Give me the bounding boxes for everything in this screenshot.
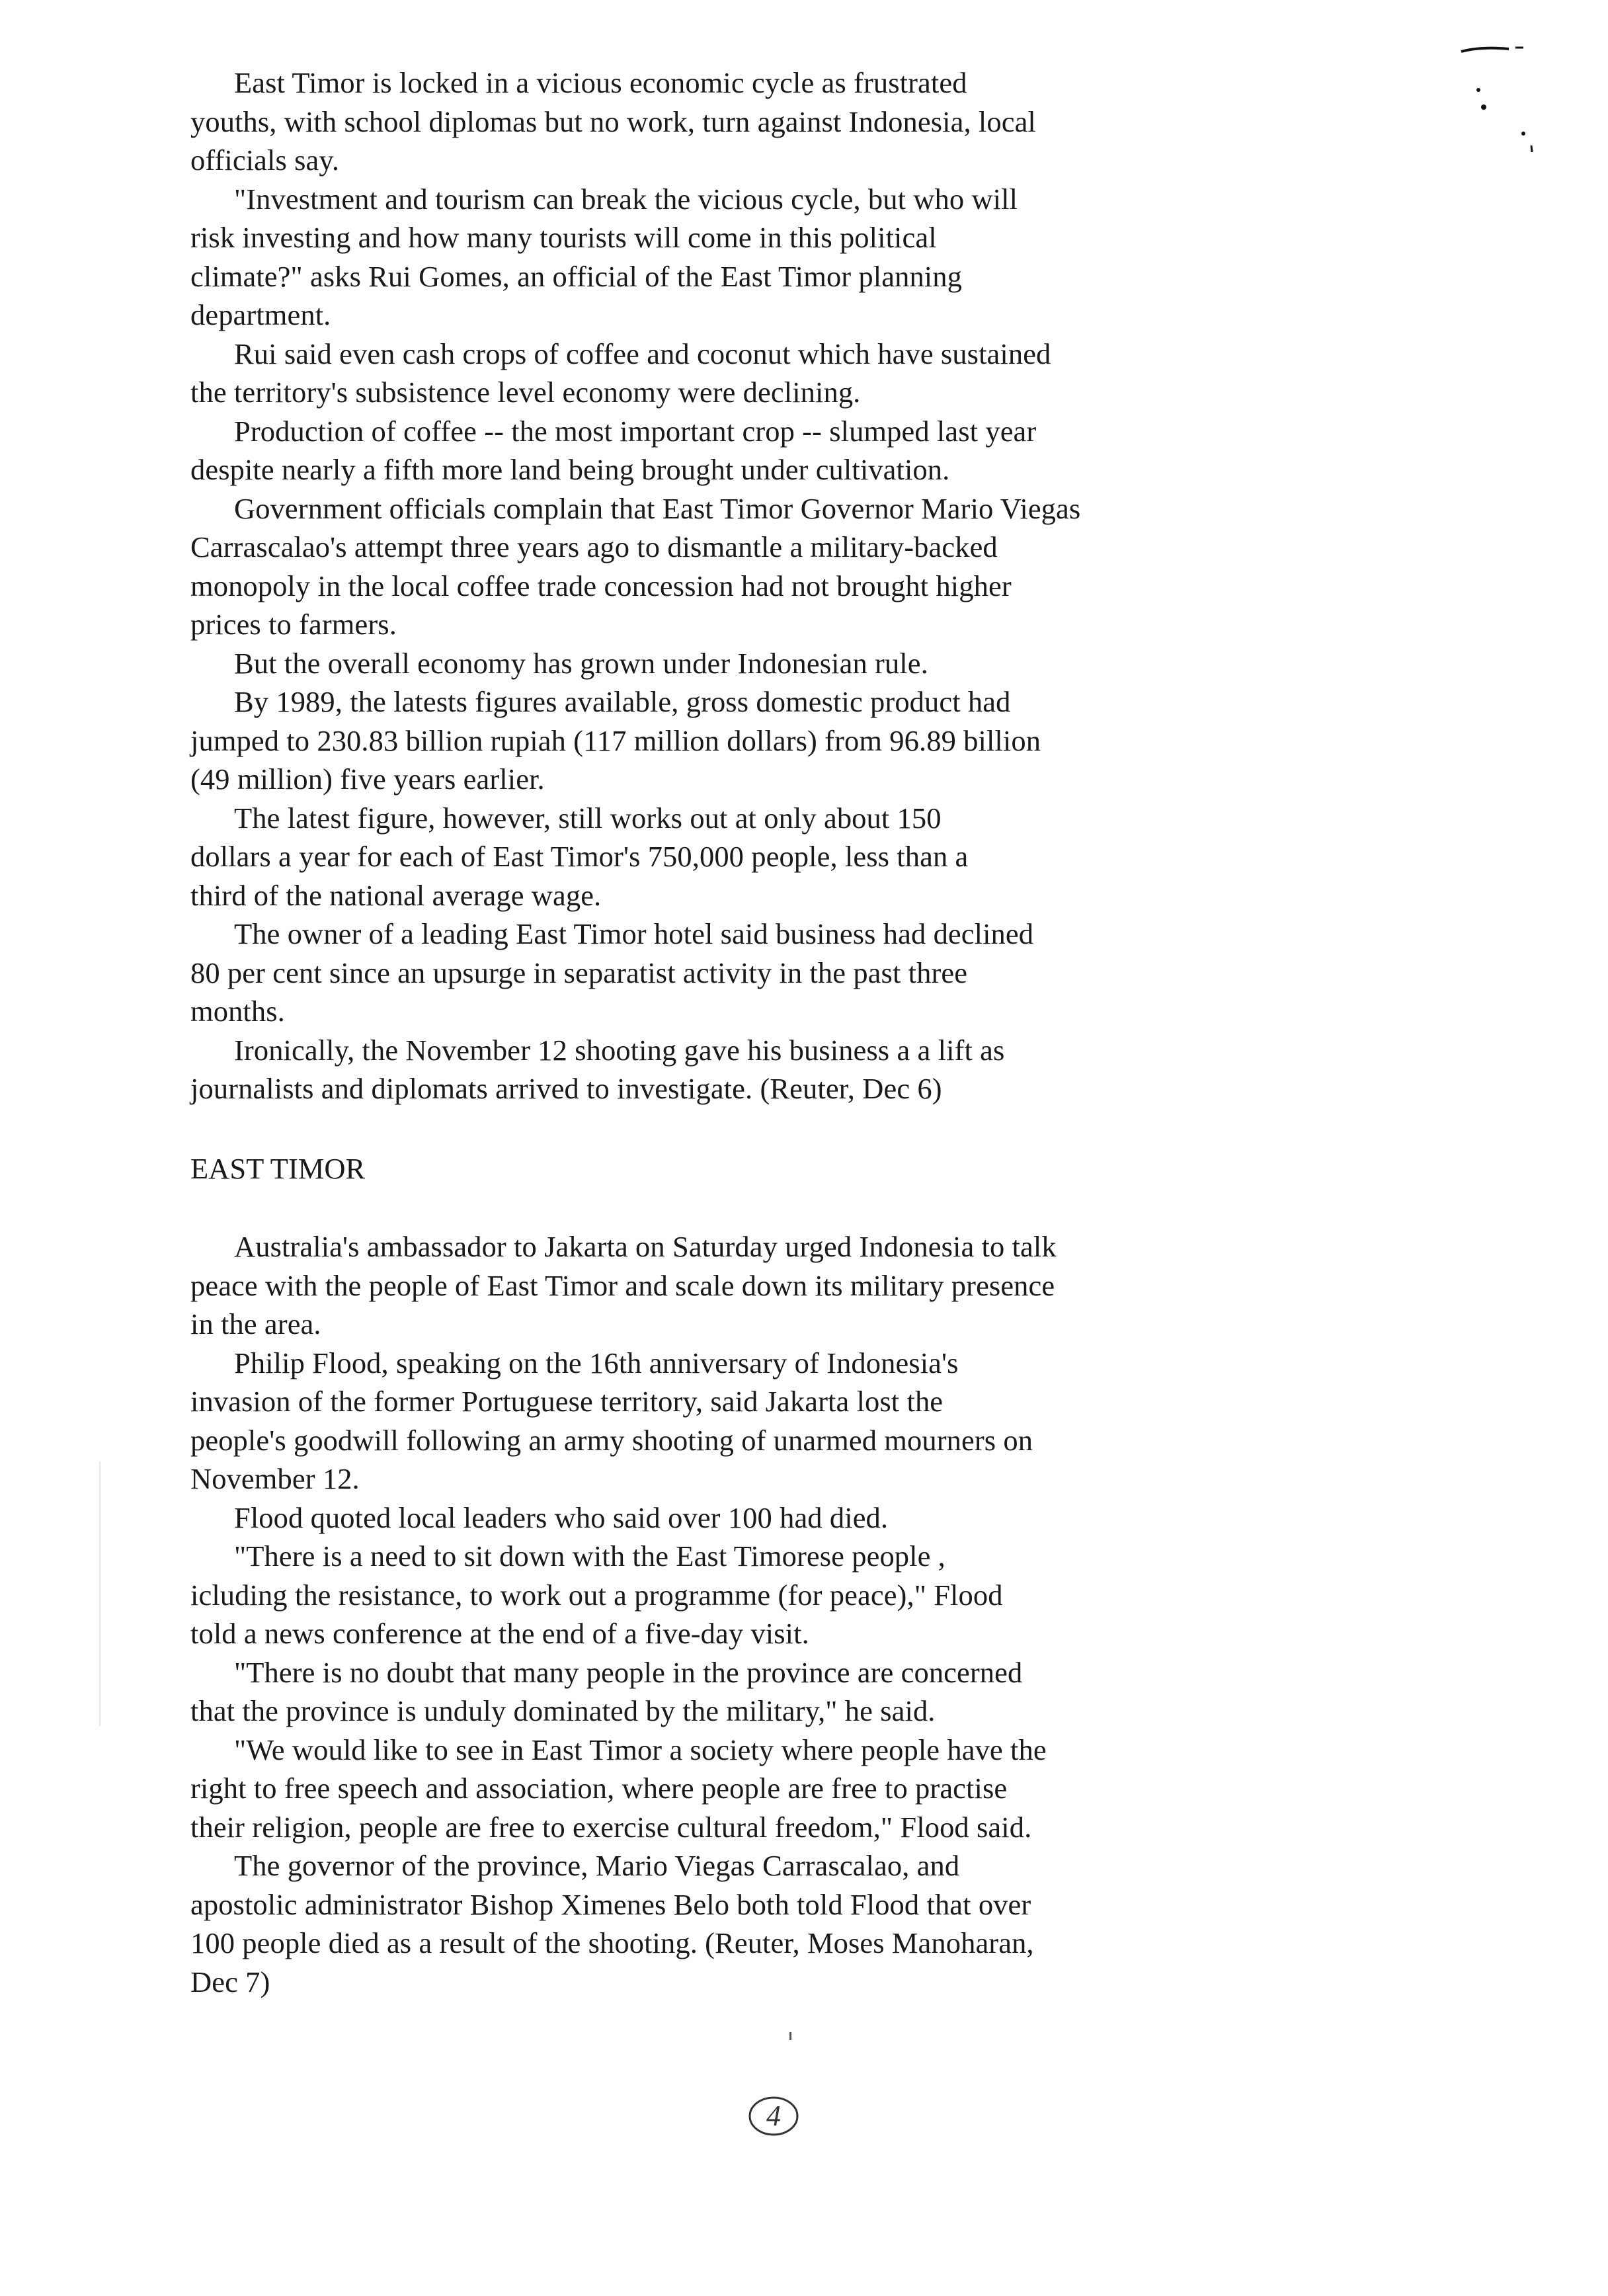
- paragraph: Government officials complain that East Timor Governor Mario Viegas Carrascalao's attempt three years ago to dismantle a military-backed monopoly in the local coffee trade concession had not brought higher prices to farmers.: [190, 491, 1081, 641]
- page-number: [746, 2094, 801, 2137]
- page-number-label: 4: [766, 2099, 781, 2132]
- paragraph: The governor of the province, Mario Viegas Carrascalao, and apostolic administrator Bishop Ximenes Belo both told Flood that over 100 people died as a result of the shooting. (Reuter, Moses Manoharan, Dec 7): [190, 1849, 1034, 1998]
- paragraph: East Timor is locked in a vicious economic cycle as frustrated youths, with school diplomas but no work, turn against Indonesia, local officials say.: [190, 66, 1036, 177]
- paragraph: Philip Flood, speaking on the 16th anniversary of Indonesia's invasion of the former Portuguese territory, said Jakarta lost the people's goodwill following an army shooting of unarmed mourners on November 12.: [190, 1346, 1033, 1495]
- paragraph: "There is a need to sit down with the East Timorese people , icluding the resistance, to work out a programme (for peace)," Flood told a news conference at the end of a five-day visit.: [190, 1539, 1003, 1650]
- paragraph: Australia's ambassador to Jakarta on Saturday urged Indonesia to talk peace with the people of East Timor and scale down its military presence in the area.: [190, 1230, 1057, 1340]
- paragraph: Flood quoted local leaders who said over 100 had died.: [234, 1500, 889, 1534]
- paragraph: The owner of a leading East Timor hotel said business had declined 80 per cent since an upsurge in separatist activity in the past three months.: [190, 917, 1034, 1028]
- paragraph: The latest figure, however, still works out at only about 150 dollars a year for each of East Timor's 750,000 people, less than a third of the national average wage.: [190, 801, 969, 912]
- article-economy: [190, 63, 1255, 1108]
- paragraph: "We would like to see in East Timor a society where people have the right to free speech and association, where people are free to practise their religion, people are free to exercise cultural freedom," Flood said.: [190, 1733, 1047, 1844]
- paragraph: But the overall economy has grown under Indonesian rule.: [234, 646, 928, 680]
- paragraph: "Investment and tourism can break the vicious cycle, but who will risk investing and how many tourists will come in this political climate?" asks Rui Gomes, an official of the East Timor planning department.: [190, 182, 1018, 331]
- paragraph: Rui said even cash crops of coffee and coconut which have sustained the territory's subsistence level economy were declining.: [190, 337, 1051, 409]
- section-heading: EAST TIMOR: [190, 1152, 366, 1185]
- paragraph: By 1989, the latests figures available, gross domestic product had jumped to 230.83 billion rupiah (117 million dollars) from 96.89 billion (49 million) five years earlier.: [190, 685, 1041, 796]
- document-body: [190, 63, 1255, 1998]
- paragraph: Production of coffee -- the most important crop -- slumped last year despite nearly a fifth more land being brought under cultivation.: [190, 414, 1037, 486]
- article-ambassador: [190, 1227, 1255, 2001]
- margin-scribble-marks: [1455, 33, 1534, 165]
- paragraph: Ironically, the November 12 shooting gave his business a a lift as journalists and diplomats arrived to investigate. (Reuter, Dec 6): [190, 1033, 1005, 1105]
- scan-speck: [789, 2032, 791, 2040]
- scan-artifact-line: [99, 1461, 100, 1726]
- paragraph: "There is no doubt that many people in the province are concerned that the province is unduly dominated by the military," he said.: [190, 1655, 1023, 1727]
